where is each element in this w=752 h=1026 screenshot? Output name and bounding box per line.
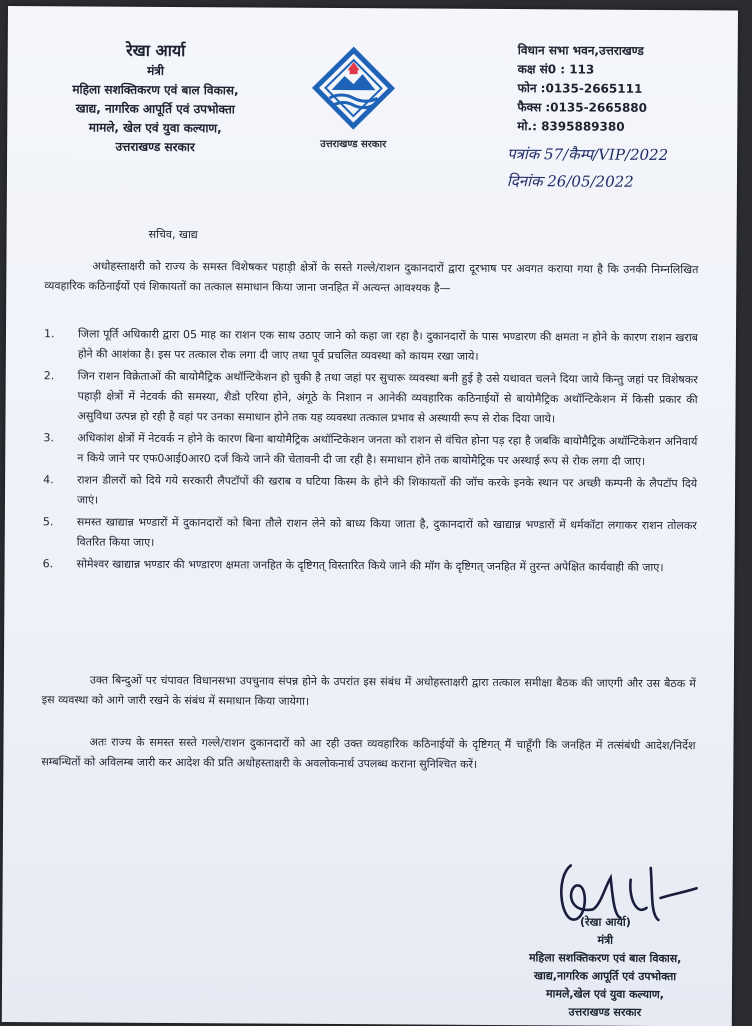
point-text: जिन राशन विक्रेताओं की बायोमैट्रिक अथॉन्टिकेशन हो चुकी है तथा जहां पर सुचारू व्यवस्था बनी हुई है उसे यथावत चलने दिया जाये किन्तु जहां पर विशेषकर पहाड़ी क्षेत्रों में नेटवर्क की समस्या, शैडो एरिया होने, अंगूठे के निशान न आनेकी व्यवहारिक कठिनाईयों से बायोमैट्रिक अथॉन्टिकेशन में किसी प्रकार की असुविधा उत्पन्न हो रही है वहां पर उनका समाधान होने तक यह व्यवस्था तत्काल प्रभाव से अस्थायी रूप से रोक दिया जाये। (77, 369, 698, 426)
uttarakhand-emblem (303, 46, 404, 151)
portfolio-line: मामले, खेल एवं युवा कल्याण, (88, 120, 222, 136)
reference-number: पत्रांक 57/कैम्प/VIP/2022 (507, 145, 669, 165)
list-item (43, 470, 697, 514)
emblem-icon (311, 46, 396, 131)
list-item (43, 512, 697, 556)
intro-paragraph: अधोहस्ताक्षरी को राज्य के समस्त विशेषकर पहाड़ी क्षेत्रों के सस्ते गल्ले/राशन दुकानदारों द्वारा दूरभाष पर अवगत कराया गया है कि उनकी निम्नलिखित व्यवहारिक कठिनाईयों एवं शिकायतों का तत्काल समाधान किया जाना जनहित में अत्यन्त आवश्यक है— (44, 259, 699, 295)
point-number: 6. (42, 557, 54, 571)
point-text: समस्त खाद्यान्न भण्डारों में दुकानदारों को बिना तौले राशन लेने को बाध्य किया जाता है, दुकानदारों को खाद्यान्न भण्डारों में धर्मकॉटा लगाकर राशन तोलकर वितरित किया जाए। (76, 515, 697, 549)
mobile-number: मो.: 8395889380 (517, 119, 625, 134)
point-number: 1. (43, 327, 55, 341)
signatory-portfolio: खाद्य,नागरिक आपूर्ति एवं उपभोक्ता (533, 969, 677, 984)
signature-area (500, 857, 711, 1018)
signatory-portfolio: उत्तराखण्ड सरकार (568, 1005, 642, 1019)
addressee: सचिव, खाद्य (148, 227, 198, 242)
point-text: राशन डीलरों को दिये गये सरकारी लैपटॉपों की खराब व घटिया किस्म के होने की शिकायतों की जॉच करके इनके स्थान पर अच्छी कम्पनी के लैपटॉप दिये जाएं। (76, 473, 698, 507)
list-item (43, 366, 697, 430)
review-paragraph: उक्त बिन्दुओं पर चंपावत विधानसभा उपचुनाव संपन्न होने के उपरांत इस संबंध में अधोहस्ताक्षरी द्वारा तत्काल समीक्षा बैठक की जाएगी और उस बैठक में इस व्यवस्था को आगे जारी रखने के संबंध में समाधान किया जायेगा। (41, 673, 696, 708)
request-paragraph: अतः राज्य के समस्त सस्ते गल्ले/राशन दुकानदारों को आ रही उक्त व्यवहारिक कठिनाईयों के दृष्टिगत् मैं चाहूँगी कि जनहित में तत्संबंधी आदेश/निर्देश सम्बन्धितों को अविलम्ब जारी कर आदेश की प्रति अधोहस्ताक्षरी के अवलोकनार्थ उपलब्ध कराना सुनिश्चित करें। (41, 735, 696, 771)
list-item (43, 554, 697, 578)
sender-name: रेखा आर्या (126, 40, 186, 61)
portfolio-line: खाद्य, नागरिक आपूर्ति एवं उपभोक्ता (75, 101, 235, 117)
address-line: विधान सभा भवन,उत्तराखण्ड (517, 43, 644, 58)
list-item (44, 324, 698, 368)
signatory-designation: मंत्री (597, 933, 614, 947)
portfolio-line: महिला सशक्तिकरण एवं बाल विकास, (72, 82, 239, 98)
letter-date: दिनांक 26/05/2022 (506, 172, 634, 191)
point-text: सोमेश्वर खाद्यान्न भण्डार की भण्डारण क्षमता जनहित के दृष्टिगत् विस्तारित किये जाने की मॉग के दृष्टिगत् जनहित में तुरन्त अपेक्षित कार्यवाही की जाए। (76, 557, 664, 575)
emblem-caption: उत्तराखण्ड सरकार (320, 138, 387, 151)
letter-page (2, 6, 738, 1026)
letterhead-sender (35, 40, 276, 157)
point-text: जिला पूर्ति अधिकारी द्वारा 05 माह का राशन एक साथ उठाए जाने को कहा जा रहा है। दुकानदारों के पास भण्डारण की क्षमता न होने के कारण राशन खराब होने की आशंका है। इस पर तत्काल रोक लगा दी जाए तथा पूर्व प्रचलित व्यवस्था को कायम रखा जाये। (77, 327, 699, 363)
point-number: 3. (43, 431, 54, 445)
room-number: कक्ष सं0 : 113 (517, 62, 595, 77)
point-number: 2. (43, 369, 55, 383)
portfolio-line: उत्तराखण्ड सरकार (115, 139, 195, 155)
sender-designation: मंत्री (147, 63, 165, 78)
signatory-name: (रेखा आर्या) (580, 915, 631, 929)
list-item (43, 428, 697, 472)
points-list (43, 324, 699, 580)
signatory-portfolio: मामले,खेल एवं युवा कल्याण, (545, 987, 664, 1002)
point-text: अधिकांश क्षेत्रों में नेटवर्क न होने के कारण बिना बायोमैट्रिक अथॉन्टिकेशन जनता को राशन से वंचित होना पड़ रहा है जबकि बायोमैट्रिक अथॉन्टिकेशन अनिवार्य न किये जाने पर एफ0आई0आर0 दर्ज किये जाने की चेतावनी दी जा रही है। समाधान होने तक बायोमैट्रिक पर अस्थाई रूप से रोक लगा दी जाए। (77, 431, 698, 468)
phone-number: फोन :0135-2665111 (517, 81, 643, 96)
fax-number: फैक्स :0135-2665880 (517, 100, 648, 115)
letterhead-address (517, 41, 647, 137)
point-number: 5. (42, 515, 54, 529)
signature-block (500, 913, 711, 1022)
signatory-portfolio: महिला सशक्तिकरण एवं बाल विकास, (528, 951, 682, 966)
point-number: 4. (43, 473, 54, 487)
